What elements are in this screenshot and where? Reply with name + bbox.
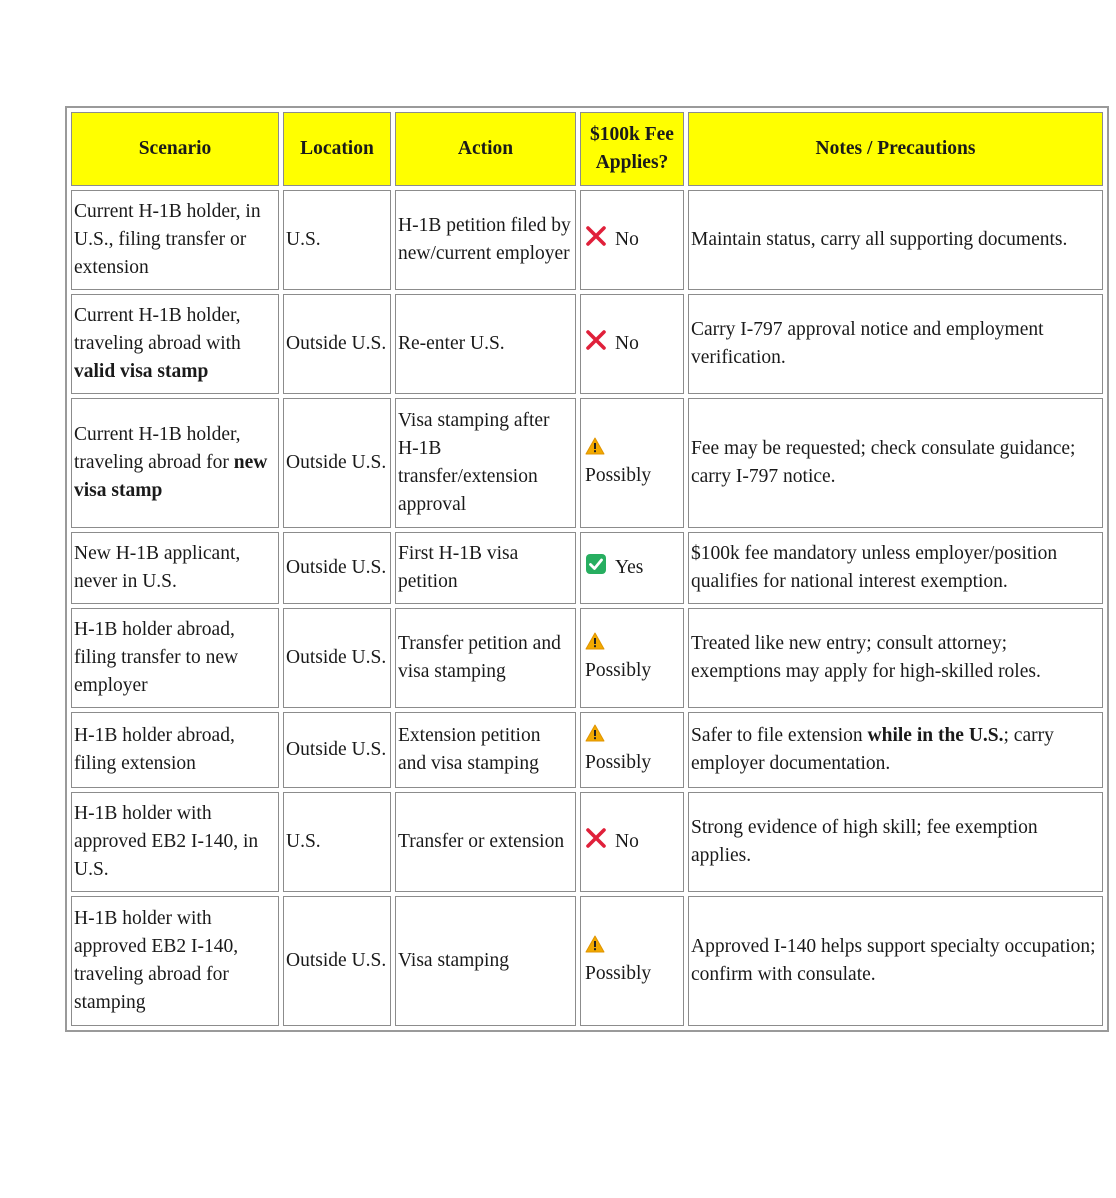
table-row bbox=[71, 792, 1103, 892]
fee-answer-text: No bbox=[615, 333, 639, 354]
fee-answer-text: Possibly bbox=[585, 963, 652, 984]
cross-mark-icon bbox=[585, 329, 607, 360]
action-cell: Visa stamping after H-1B transfer/extension approval bbox=[395, 398, 576, 528]
fee-applies-cell bbox=[580, 712, 684, 788]
check-mark-icon bbox=[585, 553, 607, 584]
location-cell: Outside U.S. bbox=[283, 532, 391, 604]
header-fee-applies: $100k Fee Applies? bbox=[580, 112, 684, 186]
action-cell: First H-1B visa petition bbox=[395, 532, 576, 604]
warning-icon bbox=[585, 935, 605, 961]
action-cell: Re-enter U.S. bbox=[395, 294, 576, 394]
header-location: Location bbox=[283, 112, 391, 186]
location-cell: Outside U.S. bbox=[283, 398, 391, 528]
action-cell: Extension petition and visa stamping bbox=[395, 712, 576, 788]
scenario-text: H-1B holder abroad, filing extension bbox=[74, 725, 235, 774]
header-notes: Notes / Precautions bbox=[688, 112, 1103, 186]
notes-text: Treated like new entry; consult attorney; exemptions may apply for high-skilled roles. bbox=[691, 633, 1041, 682]
location-cell: Outside U.S. bbox=[283, 294, 391, 394]
scenario-text: Current H-1B holder, in U.S., filing transfer or extension bbox=[74, 201, 261, 278]
fee-answer-text: Possibly bbox=[585, 465, 652, 486]
header-scenario: Scenario bbox=[71, 112, 279, 186]
fee-applies-cell bbox=[580, 190, 684, 290]
fee-applies-cell bbox=[580, 398, 684, 528]
location-cell: Outside U.S. bbox=[283, 896, 391, 1026]
notes-text: Approved I-140 helps support specialty occupation; confirm with consulate. bbox=[691, 936, 1096, 985]
notes-bold-text: while in the U.S. bbox=[867, 725, 1004, 746]
header-row bbox=[71, 112, 1103, 186]
table-row bbox=[71, 294, 1103, 394]
scenario-cell bbox=[71, 190, 279, 290]
table-row bbox=[71, 532, 1103, 604]
notes-cell bbox=[688, 896, 1103, 1026]
fee-applies-cell bbox=[580, 896, 684, 1026]
location-cell: Outside U.S. bbox=[283, 712, 391, 788]
fee-applies-cell bbox=[580, 608, 684, 708]
scenario-bold-text: new visa stamp bbox=[74, 452, 268, 501]
location-cell: U.S. bbox=[283, 190, 391, 290]
scenario-bold-text: valid visa stamp bbox=[74, 361, 209, 382]
table-row bbox=[71, 398, 1103, 528]
notes-text: Maintain status, carry all supporting documents. bbox=[691, 229, 1068, 250]
warning-icon bbox=[585, 437, 605, 463]
location-cell: Outside U.S. bbox=[283, 608, 391, 708]
table-row bbox=[71, 896, 1103, 1026]
fee-answer-text: Yes bbox=[615, 557, 644, 578]
notes-text: Safer to file extension bbox=[691, 725, 863, 746]
scenario-cell bbox=[71, 792, 279, 892]
scenario-cell bbox=[71, 532, 279, 604]
fee-table-container bbox=[65, 106, 1107, 1032]
notes-cell bbox=[688, 294, 1103, 394]
cross-mark-icon bbox=[585, 225, 607, 256]
scenario-cell bbox=[71, 398, 279, 528]
notes-cell bbox=[688, 792, 1103, 892]
scenario-text: H-1B holder abroad, filing transfer to new employer bbox=[74, 619, 239, 696]
cross-mark-icon bbox=[585, 827, 607, 858]
h1b-fee-table bbox=[65, 106, 1109, 1032]
table-row bbox=[71, 190, 1103, 290]
warning-icon bbox=[585, 724, 605, 750]
notes-cell bbox=[688, 712, 1103, 788]
notes-text: Fee may be requested; check consulate guidance; carry I-797 notice. bbox=[691, 438, 1076, 487]
notes-text: Strong evidence of high skill; fee exemption applies. bbox=[691, 817, 1038, 866]
action-cell: Transfer or extension bbox=[395, 792, 576, 892]
table-row bbox=[71, 608, 1103, 708]
location-cell: U.S. bbox=[283, 792, 391, 892]
fee-applies-cell bbox=[580, 532, 684, 604]
scenario-cell bbox=[71, 294, 279, 394]
action-cell: H-1B petition filed by new/current employer bbox=[395, 190, 576, 290]
notes-cell bbox=[688, 532, 1103, 604]
fee-answer-text: No bbox=[615, 229, 639, 250]
scenario-text: H-1B holder with approved EB2 I-140, in U.S. bbox=[74, 803, 259, 880]
fee-answer-text: No bbox=[615, 831, 639, 852]
notes-cell bbox=[688, 398, 1103, 528]
scenario-cell bbox=[71, 712, 279, 788]
scenario-text: H-1B holder with approved EB2 I-140, traveling abroad for stamping bbox=[74, 908, 239, 1013]
header-action: Action bbox=[395, 112, 576, 186]
fee-answer-text: Possibly bbox=[585, 752, 652, 773]
action-cell: Visa stamping bbox=[395, 896, 576, 1026]
fee-answer-text: Possibly bbox=[585, 660, 652, 681]
notes-text: $100k fee mandatory unless employer/position qualifies for national interest exemption. bbox=[691, 543, 1058, 592]
scenario-cell bbox=[71, 896, 279, 1026]
table-row bbox=[71, 712, 1103, 788]
notes-text-continued: ; carry employer documentation. bbox=[691, 725, 1054, 774]
notes-cell bbox=[688, 190, 1103, 290]
notes-cell bbox=[688, 608, 1103, 708]
scenario-text: Current H-1B holder, traveling abroad with bbox=[74, 305, 241, 354]
fee-applies-cell bbox=[580, 792, 684, 892]
fee-applies-cell bbox=[580, 294, 684, 394]
scenario-cell bbox=[71, 608, 279, 708]
action-cell: Transfer petition and visa stamping bbox=[395, 608, 576, 708]
scenario-text: Current H-1B holder, traveling abroad for bbox=[74, 424, 241, 473]
warning-icon bbox=[585, 632, 605, 658]
scenario-text: New H-1B applicant, never in U.S. bbox=[74, 543, 241, 592]
notes-text: Carry I-797 approval notice and employment verification. bbox=[691, 319, 1044, 368]
